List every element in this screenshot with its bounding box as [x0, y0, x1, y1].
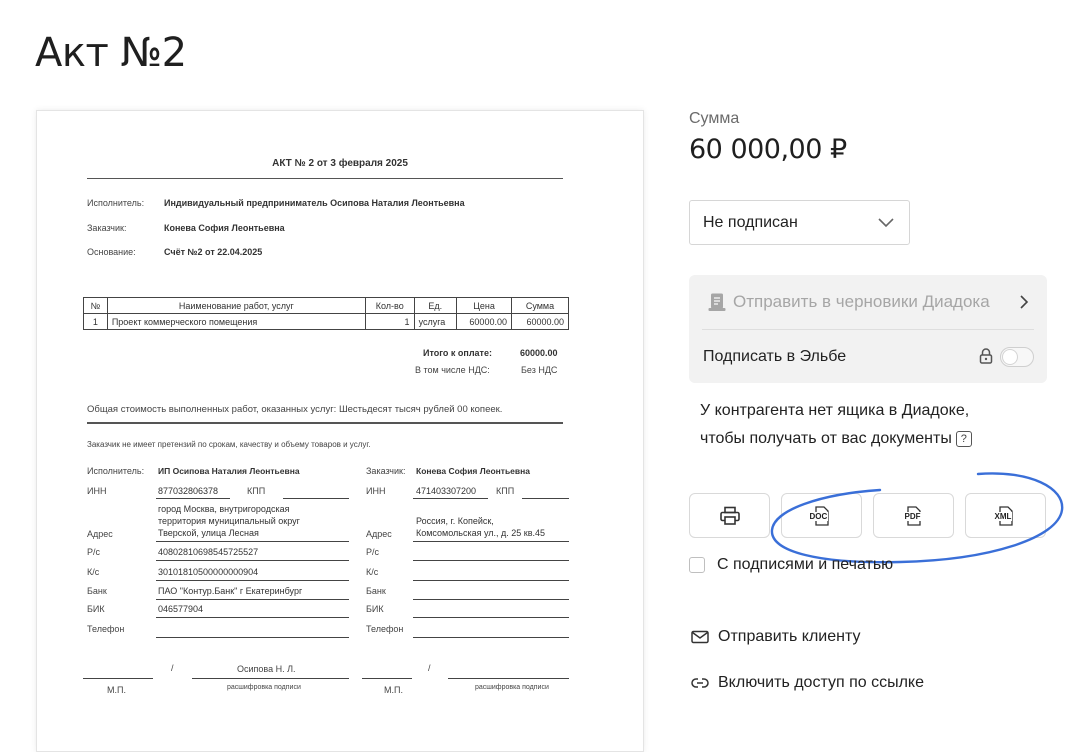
lock-icon [979, 348, 993, 369]
field-line [413, 637, 569, 638]
left-ks-label: К/с [87, 567, 100, 577]
divider [87, 178, 563, 179]
items-table [83, 297, 569, 330]
right-kpp-label: КПП [496, 486, 515, 496]
link-icon [690, 675, 710, 691]
field-line [156, 637, 349, 638]
stamps-checkbox[interactable] [689, 557, 705, 573]
status-select[interactable] [689, 200, 910, 245]
send-client-link[interactable] [690, 628, 860, 646]
chevron-down-icon [877, 215, 895, 234]
left-rs-label: Р/с [87, 547, 101, 557]
doc-label: DOC [809, 511, 828, 521]
table-header: Наименование работ, услуг [107, 298, 365, 314]
table-header: Цена [457, 298, 512, 314]
left-address-1: город Москва, внутригородская [158, 504, 290, 514]
diadoc-note [700, 397, 1060, 453]
table-header: № [84, 298, 108, 314]
left-address-2: территория муниципальный округ [158, 516, 300, 526]
executor-label: Исполнитель: [87, 198, 145, 208]
left-rs: 40802810698545725527 [158, 547, 259, 557]
right-bank-label: Банк [366, 586, 386, 596]
right-decode: расшифровка подписи [475, 684, 549, 691]
pdf-label: PDF [904, 511, 921, 521]
right-inn: 471403307200 [416, 486, 477, 496]
table-cell: Проект коммерческого помещения [107, 314, 365, 330]
pdf-file-icon [903, 505, 925, 527]
left-address-3: Тверской, улица Лесная [158, 528, 259, 538]
help-icon[interactable]: ? [956, 431, 972, 447]
field-line [156, 580, 349, 581]
left-inn: 877032806378 [158, 486, 219, 496]
field-line [413, 599, 569, 600]
divider [87, 422, 563, 424]
left-name: ИП Осипова Наталия Леонтьевна [158, 466, 300, 476]
signature-line [83, 678, 153, 679]
right-address-1: Россия, г. Копейск, [416, 516, 494, 526]
stamps-label: С подписями и печатью [717, 556, 894, 573]
send-client-label: Отправить клиенту [718, 628, 861, 645]
xml-file-icon [995, 505, 1017, 527]
customer-value: Конева София Леонтьевна [164, 223, 285, 233]
sum-label: Сумма [689, 110, 740, 127]
left-inn-label: ИНН [87, 486, 107, 496]
share-link-link[interactable] [690, 674, 924, 692]
note-line-2: чтобы получать от вас документы [700, 430, 952, 447]
right-inn-label: ИНН [366, 486, 386, 496]
envelope-icon [690, 629, 710, 645]
left-bik: 046577904 [158, 604, 204, 614]
right-address-2: Комсомольская ул., д. 25 кв.45 [416, 528, 546, 538]
right-name: Конева София Леонтьевна [416, 466, 530, 476]
sign-in-elba-row [689, 330, 1047, 383]
stamps-checkbox-row[interactable] [689, 556, 893, 574]
left-mp: М.П. [107, 685, 126, 695]
doc-file-icon [811, 505, 833, 527]
share-link-label: Включить доступ по ссылке [718, 674, 924, 691]
customer-label: Заказчик: [87, 223, 127, 233]
download-xml-button[interactable] [965, 493, 1046, 538]
left-decode: расшифровка подписи [227, 684, 301, 691]
send-to-diadoc-label: Отправить в черновики Диадока [733, 292, 990, 311]
sign-in-elba-label: Подписать в Эльбе [703, 347, 847, 365]
signature-line [192, 678, 349, 679]
status-select-value: Не подписан [703, 213, 798, 231]
field-line [156, 617, 349, 618]
right-slash: / [428, 663, 431, 673]
left-address-label: Адрес [87, 529, 113, 539]
left-bank: ПАО "Контур.Банк" г Екатеринбург [158, 586, 303, 596]
field-line [156, 498, 230, 499]
printer-icon [719, 506, 741, 526]
field-line [156, 541, 349, 542]
page-title: Акт №2 [35, 30, 187, 76]
left-kpp-label: КПП [247, 486, 266, 496]
table-header: Кол-во [365, 298, 414, 314]
right-phone-label: Телефон [366, 624, 404, 634]
signature-line [362, 678, 412, 679]
table-cell: 60000.00 [511, 314, 568, 330]
table-cell: 1 [365, 314, 414, 330]
left-bank-label: Банк [87, 586, 107, 596]
field-line [283, 498, 349, 499]
field-line [413, 580, 569, 581]
document-title: АКТ № 2 от 3 февраля 2025 [272, 158, 408, 169]
field-line [156, 599, 349, 600]
right-rs-label: Р/с [366, 547, 380, 557]
field-line [413, 560, 569, 561]
claims-text: Заказчик не имеет претензий по срокам, качеству и объему товаров и услуг. [87, 440, 371, 449]
executor-value: Индивидуальный предприниматель Осипова Наталия Леонтьевна [164, 198, 465, 208]
xml-label: XML [994, 511, 1012, 521]
toggle-knob [1002, 349, 1018, 365]
right-bik-label: БИК [366, 604, 384, 614]
diadoc-icon [707, 292, 727, 312]
right-mp: М.П. [384, 685, 403, 695]
document-preview[interactable] [36, 110, 644, 752]
left-role-label: Исполнитель: [87, 466, 145, 476]
total-label: Итого к оплате: [423, 348, 492, 358]
field-line [156, 560, 349, 561]
right-address-label: Адрес [366, 529, 392, 539]
table-cell: услуга [414, 314, 456, 330]
left-phone-label: Телефон [87, 624, 125, 634]
field-line [413, 541, 569, 542]
table-header-row [84, 298, 569, 314]
send-to-diadoc-button[interactable] [689, 275, 1047, 329]
signature-line [448, 678, 569, 679]
basis-value: Счёт №2 от 22.04.2025 [164, 247, 263, 257]
right-ks-label: К/с [366, 567, 379, 577]
chevron-right-icon [1019, 294, 1029, 315]
field-line [522, 498, 569, 499]
vat-label: В том числе НДС: [415, 365, 490, 375]
left-bik-label: БИК [87, 604, 105, 614]
sum-value: 60 000,00 ₽ [689, 134, 847, 165]
left-ks: 30101810500000000904 [158, 567, 259, 577]
left-slash: / [171, 663, 174, 673]
signing-options [689, 275, 1047, 383]
sign-in-elba-toggle[interactable] [1000, 347, 1034, 367]
basis-label: Основание: [87, 247, 136, 257]
note-line-1: У контрагента нет ящика в Диадоке, [700, 402, 970, 419]
table-header: Ед. [414, 298, 456, 314]
download-pdf-button[interactable] [873, 493, 954, 538]
total-value: 60000.00 [520, 348, 558, 358]
total-text: Общая стоимость выполненных работ, оказанных услуг: Шестьдесят тысяч рублей 00 копеек. [87, 404, 503, 415]
table-cell: 1 [84, 314, 108, 330]
left-signer: Осипова Н. Л. [237, 664, 296, 674]
table-header: Сумма [511, 298, 568, 314]
print-button[interactable] [689, 493, 770, 538]
field-line [413, 617, 569, 618]
download-doc-button[interactable] [781, 493, 862, 538]
field-line [413, 498, 488, 499]
table-cell: 60000.00 [457, 314, 512, 330]
table-row [84, 314, 569, 330]
vat-value: Без НДС [521, 365, 558, 375]
right-role-label: Заказчик: [366, 466, 406, 476]
